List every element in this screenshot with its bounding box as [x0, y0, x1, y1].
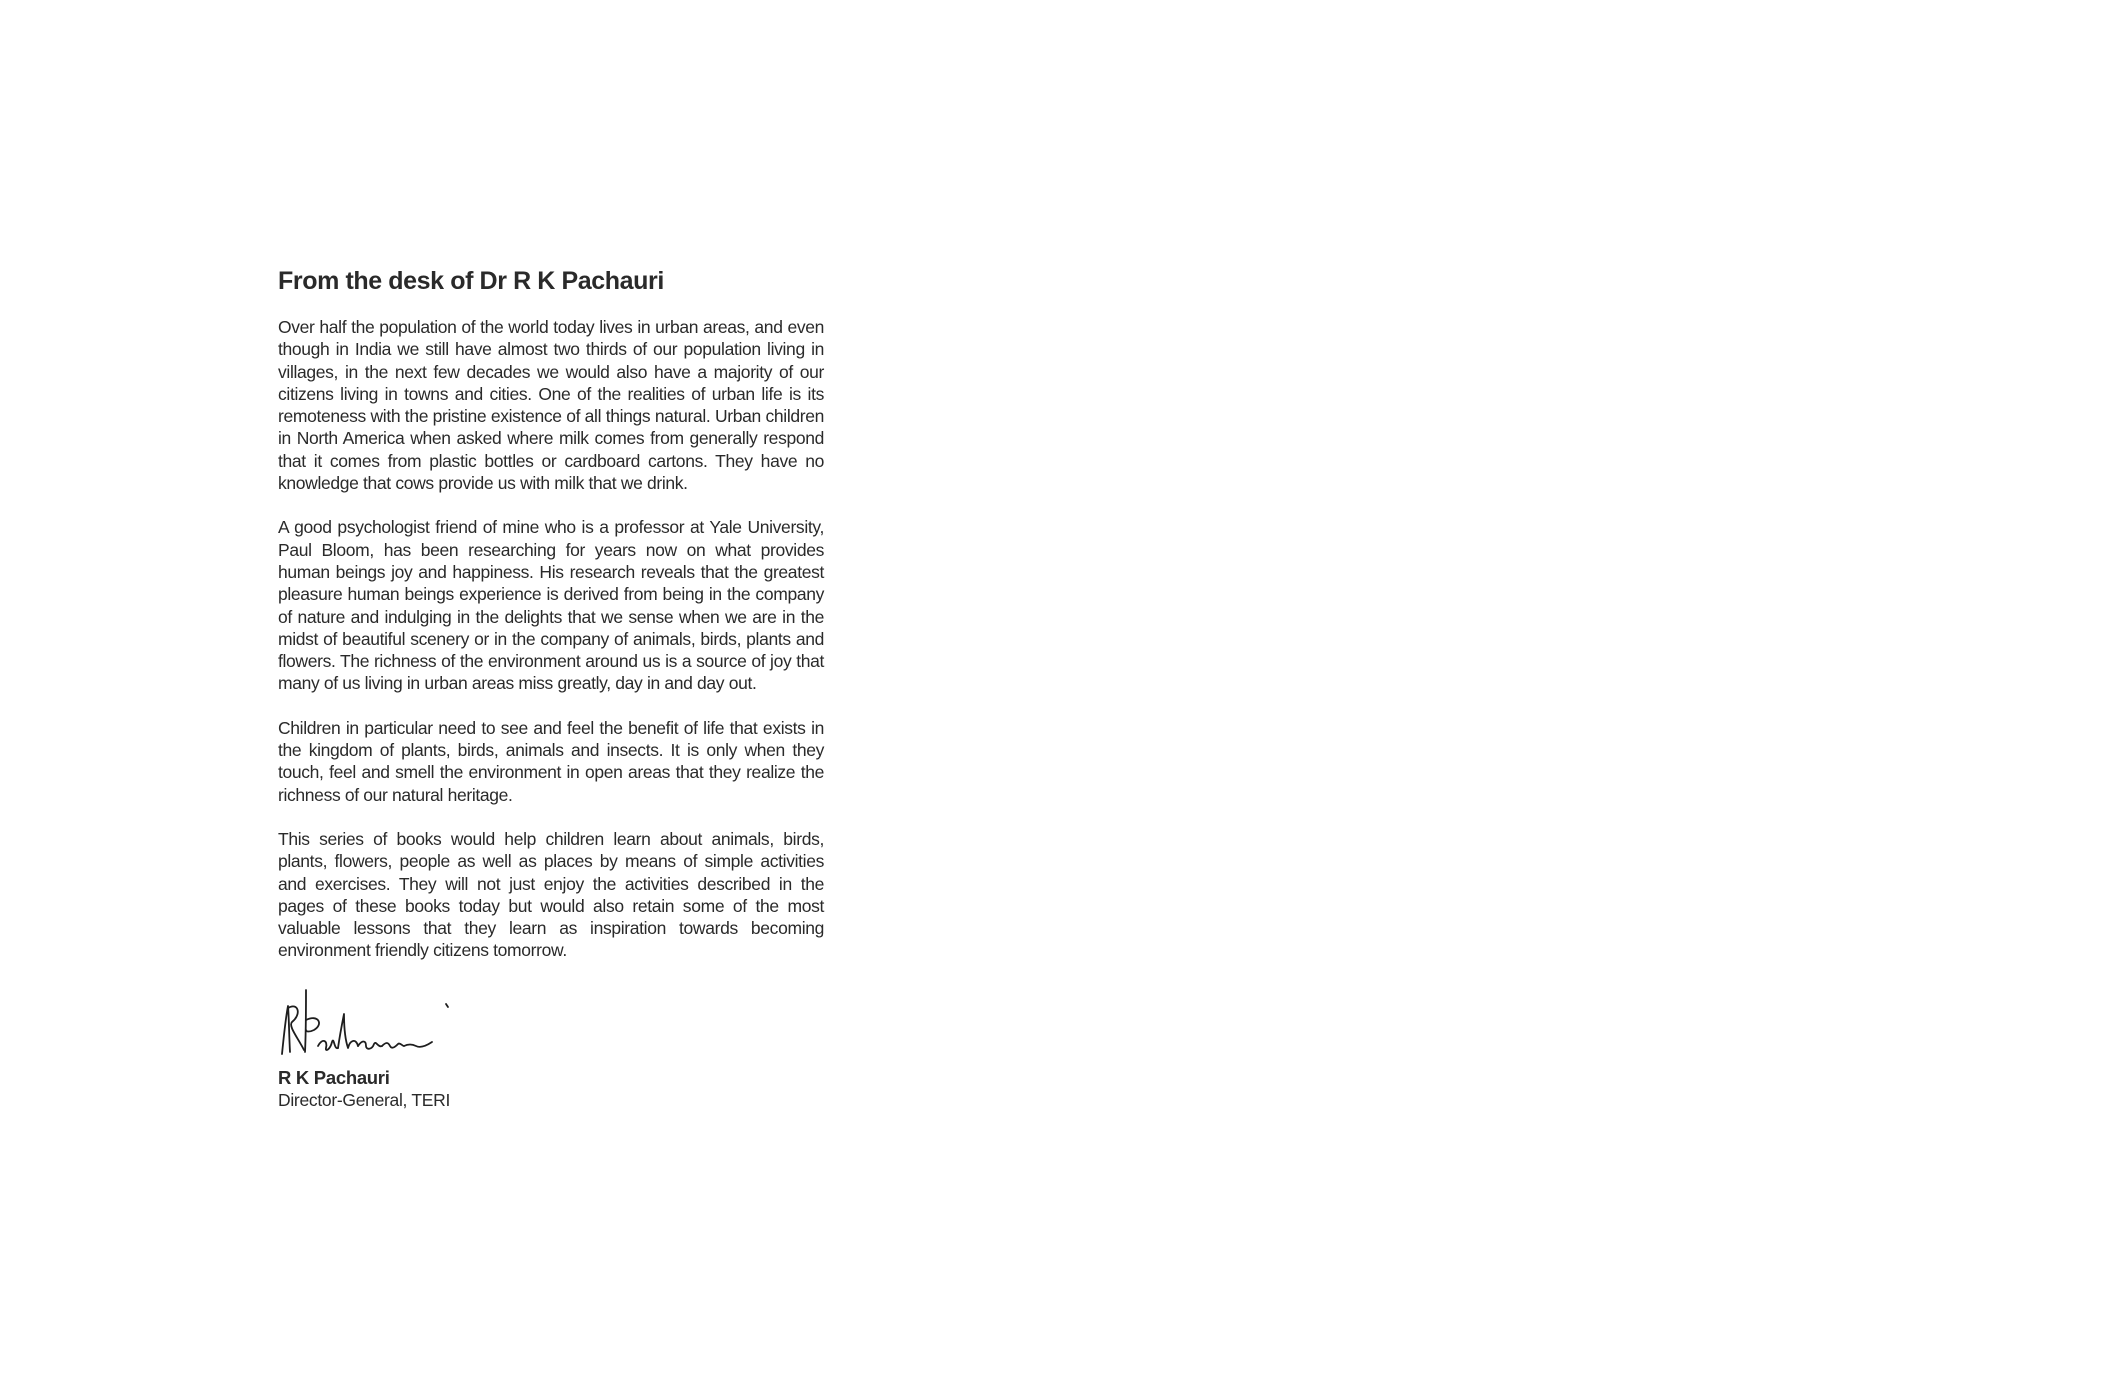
signature-icon	[276, 984, 466, 1064]
letter-heading: From the desk of Dr R K Pachauri	[278, 267, 664, 295]
signatory-name: R K Pachauri	[278, 1066, 390, 1088]
letter-paragraph-4: This series of books would help children learn about animals, birds, plants, flowers, people as well as places by means of simple activities and exercises. They will not just enjoy the activities described in the pages of these books today but would also retain some of the most valuable lessons that they learn as inspiration towards becoming environment friendly citizens tomorrow.	[278, 828, 824, 961]
letter-paragraph-2: A good psychologist friend of mine who is a professor at Yale University, Paul Bloom, has been researching for years now on what provides human beings joy and happiness. His research reveals that the greatest pleasure human beings experience is derived from being in the company of nature and indulging in the delights that we sense when we are in the midst of beautiful scenery or in the company of animals, birds, plants and flowers. The richness of the environment around us is a source of joy that many of us living in urban areas miss greatly, day in and day out.	[278, 517, 824, 694]
signatory-title: Director-General, TERI	[278, 1089, 451, 1110]
letter-paragraph-3: Children in particular need to see and feel the benefit of life that exists in the kingdom of plants, birds, animals and insects. It is only when they touch, feel and smell the environment in open areas that they realize the richness of our natural heritage.	[278, 717, 824, 805]
letter-paragraph-1: Over half the population of the world today lives in urban areas, and even though in India we still have almost two thirds of our population living in villages, in the next few decades we would also have a majority of our citizens living in towns and cities. One of the realities of urban life is its remoteness with the pristine existence of all things natural. Urban children in North America when asked where milk comes from generally respond that it comes from plastic bottles or cardboard cartons. They have no knowledge that cows provide us with milk that we drink.	[278, 317, 824, 494]
letter-column	[278, 262, 824, 1112]
